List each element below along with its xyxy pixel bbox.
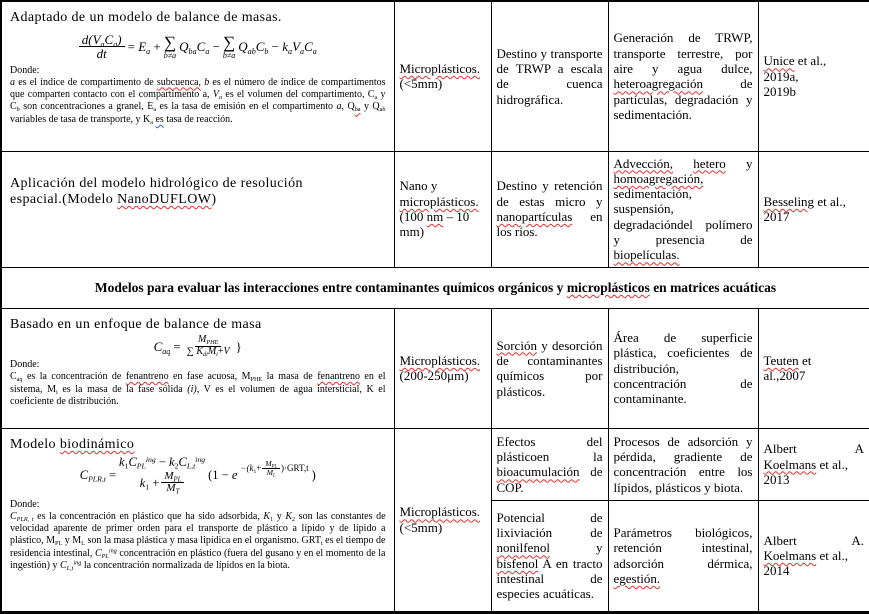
cell-model-description-4 bbox=[1, 428, 394, 612]
cell-type-4: Microplásticos. (<5mm) bbox=[394, 428, 491, 612]
row-biodynamic-model-a bbox=[1, 428, 869, 500]
fraction-mphe: $\frac{M_{PHE}}{\sum K_{di}M_i+V}$ bbox=[186, 334, 230, 358]
cell-reference-3: Teuten et al.,2007 bbox=[758, 308, 869, 428]
fraction-dvca-dt: $\frac{d(V_aC_a)}{dt}$ bbox=[79, 33, 125, 61]
cell-type-3: Microplásticos. (200-250μm) bbox=[394, 308, 491, 428]
mass-balance-equation: $\frac{d(V_aC_a)}{dt}$ = $E_a$ + ∑ b≠a $Q_{ba}C_a$ − ∑ b≠a $Q_{ab}C_b - k_aV_aC_a$ bbox=[10, 33, 386, 61]
cell-processes-4a: Procesos de adsorción y pérdida, gradiente de concentración entre los lípidos, plásticos y biota. bbox=[608, 428, 758, 500]
donde-label-1: Donde: bbox=[10, 64, 40, 76]
cell-reference-1: Unice et al., 2019a, 2019b bbox=[758, 1, 869, 151]
cell-reference-2: Besseling et al., 2017 bbox=[758, 151, 869, 267]
variable-definitions-4: $C_{PLR, t}$ es la concentración en plástico que ha sido adsorbida, $K_1$ y $K_2$ son las constantes de velocidad aparente de primer orden para el transporte de plástico a lípido y de lípido a plástico, $M_{PL}$ y $M_L$ son la masa plástica y masa lipídica en el organismo. $GRT_t$ es el tiempo de residencia intestinal, $C_{PL}^{ing}$ concentración en plástico (fuera del gusano y en el momento de la ingestión) y $C_{L,t}^{ing}$ la concentración normalizada de lípidos en la biota. bbox=[10, 510, 386, 573]
variable-definitions-3: $C_{aq}$ es la concentración de fenantreno en fase acuosa, $M_{PHE}$ la masa de fenantreno en el sistema, $M_i$ es la masa de la fase sólida (i), V es el volumen de agua intersticial, K el coeficiente de distribución. bbox=[10, 371, 386, 407]
cell-type-2: Nano y microplásticos. (100 nm – 10 mm) bbox=[394, 151, 491, 267]
cell-reference-4a: Albert AKoelmans et al., 2013 bbox=[758, 428, 869, 500]
cell-processes-4b: Parámetros biológicos, retención intestinal, adsorción dérmica, egestión. bbox=[608, 500, 758, 612]
cell-reference-4b: Albert A.Koelmans et al., 2014 bbox=[758, 500, 869, 612]
model-title-2: Aplicación del modelo hidrológico de resolución espacial.(Modelo NanoDUFLOW) bbox=[10, 175, 303, 208]
summation-operator: ∑ b≠a bbox=[163, 32, 177, 60]
cell-processes-2: Advección, hetero y homoagregación, sedimentación, suspensión, degradacióndel polímero y presencia de biopelículas. bbox=[608, 151, 758, 267]
cell-purpose-4b: Potencial de lixiviación de nonilfenol y bisfenol A en tracto intestinal de especies acuáticas. bbox=[491, 500, 608, 612]
row-section-header bbox=[1, 267, 869, 308]
cell-processes-1: Generación de TRWP, transporte terrestre, por aire y agua dulce, heteroagregación de partículas, degradación y sedimentación. bbox=[608, 1, 758, 151]
variable-definitions-1: a es el índice de compartimento de subcuenca, b es el número de índice de compartimentos que comparten contacto con el compartimento a, $V_a$ es el volumen del compartimento, $C_a$ y $C_b$ son concentraciones a granel, $E_a$ es la tasa de emisión en el compartimento a, $Q_{ba}$ y $Q_{ab}$ variables de tasa de transporte, y $K_a$ es tasa de reacción. bbox=[10, 76, 386, 126]
cell-model-description-3 bbox=[1, 308, 394, 428]
row-nanoduflow-model bbox=[1, 151, 869, 267]
stacked-fraction: $k_1C_{PL}^{ing} - k_2C_{L,t}^{ing}$ $k_1$ + $\frac{M_{PL}}{M_T}$ bbox=[119, 455, 206, 496]
biodynamic-equation: $C_{PLR,t}$ = $k_1C_{PL}^{ing} - k_2C_{L,t}^{ing}$ $k_1$ + $\frac{M_{PL}}{M_T}$ (1 − e $-(k_1+$ $\frac{M_{PL}}{M_L}$ )·GRT,t ) bbox=[79, 455, 316, 496]
model-title-4: Modelo biodinámico bbox=[10, 436, 135, 452]
cell-type-1: Microplásticos. (<5mm) bbox=[394, 1, 491, 151]
donde-label-3: Donde: bbox=[10, 359, 40, 371]
phe-concentration-equation: $C_{aq}$ = $\frac{M_{PHE}}{\sum K_{di}M_i+V}$ } bbox=[153, 334, 242, 358]
cell-model-description-1 bbox=[1, 1, 394, 151]
model-title-3: Basado en un enfoque de balance de masa bbox=[10, 316, 262, 332]
cell-purpose-2: Destino y retención de estas micro y nanopartículas en los ríos. bbox=[491, 151, 608, 267]
fraction-mpl-ml: $\frac{M_{PL}}{M_L}$ bbox=[262, 460, 280, 476]
section-header: Modelos para evaluar las interacciones entre contaminantes químicos orgánicos y microplásticos en matrices acuáticas bbox=[1, 267, 869, 308]
cell-purpose-4a: Efectos del plásticoen la bioacumulación de COP. bbox=[491, 428, 608, 500]
row-mass-balance-model bbox=[1, 1, 869, 151]
model-title-1: Adaptado de un modelo de balance de masas. bbox=[10, 10, 282, 25]
cell-purpose-1: Destino y transporte de TRWP a escala de cuenca hidrográfica. bbox=[491, 1, 608, 151]
cell-purpose-3: Sorción y desorción de contaminantes químicos por plásticos. bbox=[491, 308, 608, 428]
fraction-mpl-mt: $\frac{M_{PL}}{M_T}$ bbox=[161, 471, 184, 495]
cell-processes-3: Área de superficie plástica, coeficientes de distribución, concentración de contaminante. bbox=[608, 308, 758, 428]
exponent: $-(k_1+$ $\frac{M_{PL}}{M_L}$ )·GRT,t bbox=[240, 458, 309, 479]
donde-label-4: Donde: bbox=[10, 498, 40, 510]
summation-operator: ∑ b≠a bbox=[222, 32, 236, 60]
cell-model-description-2 bbox=[1, 151, 394, 267]
row-mass-balance-approach bbox=[1, 308, 869, 428]
